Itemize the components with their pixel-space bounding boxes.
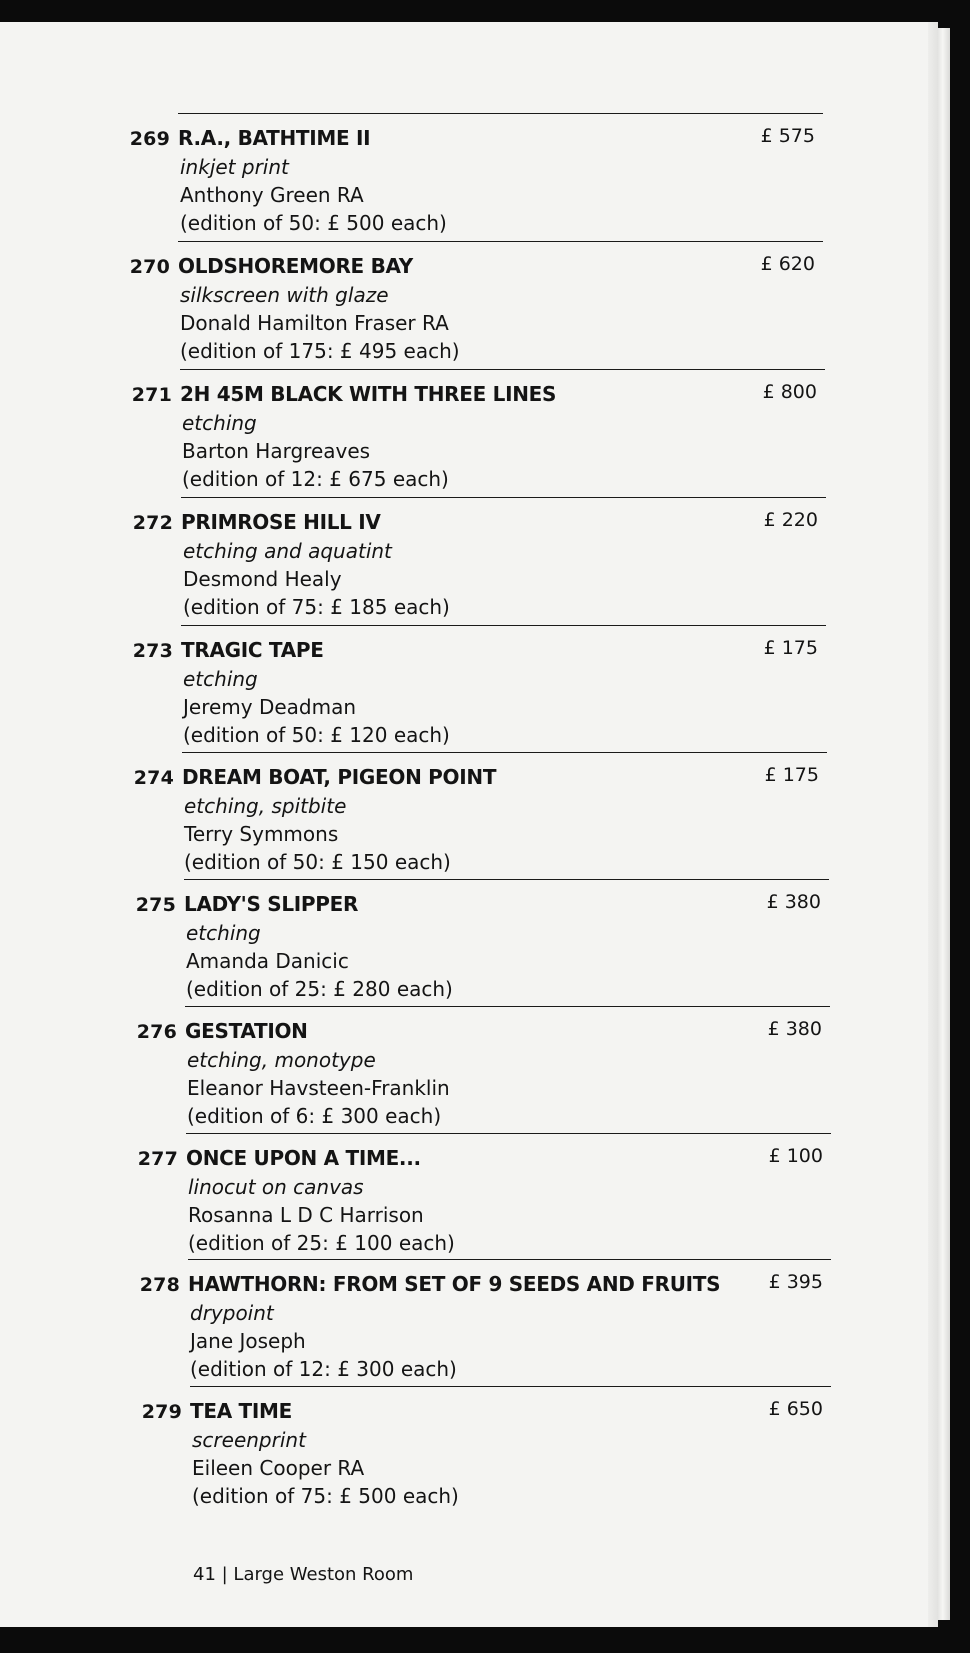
entry-medium: etching and aquatint bbox=[183, 539, 392, 563]
entry-price: £ 800 bbox=[762, 381, 817, 403]
catalogue-entry bbox=[129, 113, 823, 240]
entry-title: OLDSHOREMORE BAY bbox=[178, 254, 413, 278]
entry-medium: etching bbox=[183, 667, 258, 691]
entry-number: 277 bbox=[137, 1148, 178, 1170]
entry-price: £ 395 bbox=[768, 1271, 823, 1293]
entry-price: £ 620 bbox=[760, 253, 815, 275]
catalogue-entry bbox=[132, 625, 826, 752]
entry-edition: (edition of 25: £ 100 each) bbox=[188, 1231, 455, 1255]
entry-title: DREAM BOAT, PIGEON POINT bbox=[182, 765, 497, 789]
entry-number: 274 bbox=[133, 767, 174, 789]
entry-medium: drypoint bbox=[190, 1301, 274, 1325]
catalogue-entry bbox=[131, 369, 825, 496]
entry-medium: silkscreen with glaze bbox=[180, 283, 389, 307]
entry-edition: (edition of 50: £ 150 each) bbox=[184, 850, 451, 874]
entry-medium: screenprint bbox=[192, 1428, 306, 1452]
entry-medium: linocut on canvas bbox=[188, 1175, 364, 1199]
entry-artist: Anthony Green RA bbox=[180, 183, 364, 207]
catalogue-entry bbox=[133, 752, 827, 879]
entry-edition: (edition of 12: £ 300 each) bbox=[190, 1357, 457, 1381]
entry-price: £ 175 bbox=[764, 764, 819, 786]
entry-artist: Jeremy Deadman bbox=[183, 695, 357, 719]
catalogue-entry bbox=[135, 879, 829, 1006]
entry-medium: inkjet print bbox=[180, 155, 289, 179]
entry-number: 272 bbox=[132, 512, 173, 534]
entry-price: £ 575 bbox=[760, 125, 815, 147]
entry-medium: etching, monotype bbox=[187, 1048, 376, 1072]
entry-medium: etching bbox=[182, 411, 257, 435]
catalogue-entry bbox=[129, 241, 823, 368]
entry-price: £ 220 bbox=[763, 509, 818, 531]
entry-artist: Barton Hargreaves bbox=[182, 439, 371, 463]
entry-title: R.A., BATHTIME II bbox=[178, 126, 371, 150]
entry-number: 271 bbox=[131, 384, 172, 406]
entry-title: LADY'S SLIPPER bbox=[184, 892, 359, 916]
entry-title: GESTATION bbox=[185, 1019, 308, 1043]
page-footer: 41 | Large Weston Room bbox=[193, 1564, 414, 1585]
page-edge-shadow bbox=[928, 22, 938, 1627]
entry-artist: Jane Joseph bbox=[190, 1329, 306, 1353]
entry-price: £ 100 bbox=[768, 1145, 823, 1167]
catalogue-entry bbox=[132, 497, 826, 624]
entry-edition: (edition of 75: £ 500 each) bbox=[192, 1484, 459, 1508]
entry-number: 275 bbox=[135, 894, 176, 916]
entry-title: ONCE UPON A TIME... bbox=[186, 1146, 421, 1170]
entry-number: 278 bbox=[139, 1274, 180, 1296]
entry-edition: (edition of 50: £ 120 each) bbox=[183, 723, 450, 747]
entry-title: TRAGIC TAPE bbox=[181, 638, 324, 662]
entry-number: 276 bbox=[136, 1021, 177, 1043]
entry-artist: Eileen Cooper RA bbox=[192, 1456, 365, 1480]
entry-price: £ 650 bbox=[768, 1398, 823, 1420]
entry-artist: Amanda Danicic bbox=[186, 949, 349, 973]
entry-artist: Terry Symmons bbox=[184, 822, 339, 846]
entry-artist: Donald Hamilton Fraser RA bbox=[180, 311, 449, 335]
entry-number: 269 bbox=[129, 128, 170, 150]
catalogue-entry bbox=[137, 1133, 831, 1260]
entry-artist: Eleanor Havsteen-Franklin bbox=[187, 1076, 450, 1100]
entry-edition: (edition of 25: £ 280 each) bbox=[186, 977, 453, 1001]
entry-edition: (edition of 175: £ 495 each) bbox=[180, 339, 460, 363]
entry-edition: (edition of 75: £ 185 each) bbox=[183, 595, 450, 619]
entry-medium: etching bbox=[186, 921, 261, 945]
entry-artist: Rosanna L D C Harrison bbox=[188, 1203, 424, 1227]
entry-number: 270 bbox=[129, 256, 170, 278]
entry-title: HAWTHORN: FROM SET OF 9 SEEDS AND FRUITS bbox=[188, 1272, 721, 1296]
entry-number: 279 bbox=[141, 1401, 182, 1423]
entry-artist: Desmond Healy bbox=[183, 567, 342, 591]
catalogue-entry bbox=[139, 1259, 831, 1386]
entry-edition: (edition of 12: £ 675 each) bbox=[182, 467, 449, 491]
entry-edition: (edition of 6: £ 300 each) bbox=[187, 1104, 442, 1128]
entry-price: £ 380 bbox=[766, 891, 821, 913]
entry-title: TEA TIME bbox=[190, 1399, 292, 1423]
entry-edition: (edition of 50: £ 500 each) bbox=[180, 211, 447, 235]
entry-title: PRIMROSE HILL IV bbox=[181, 510, 381, 534]
catalogue-entry bbox=[141, 1386, 831, 1513]
entry-price: £ 175 bbox=[763, 637, 818, 659]
page-edge bbox=[938, 28, 950, 1620]
entry-medium: etching, spitbite bbox=[184, 794, 347, 818]
entry-price: £ 380 bbox=[767, 1018, 822, 1040]
entry-number: 273 bbox=[132, 640, 173, 662]
catalogue-entry bbox=[136, 1006, 830, 1133]
entry-title: 2H 45M BLACK WITH THREE LINES bbox=[180, 382, 557, 406]
